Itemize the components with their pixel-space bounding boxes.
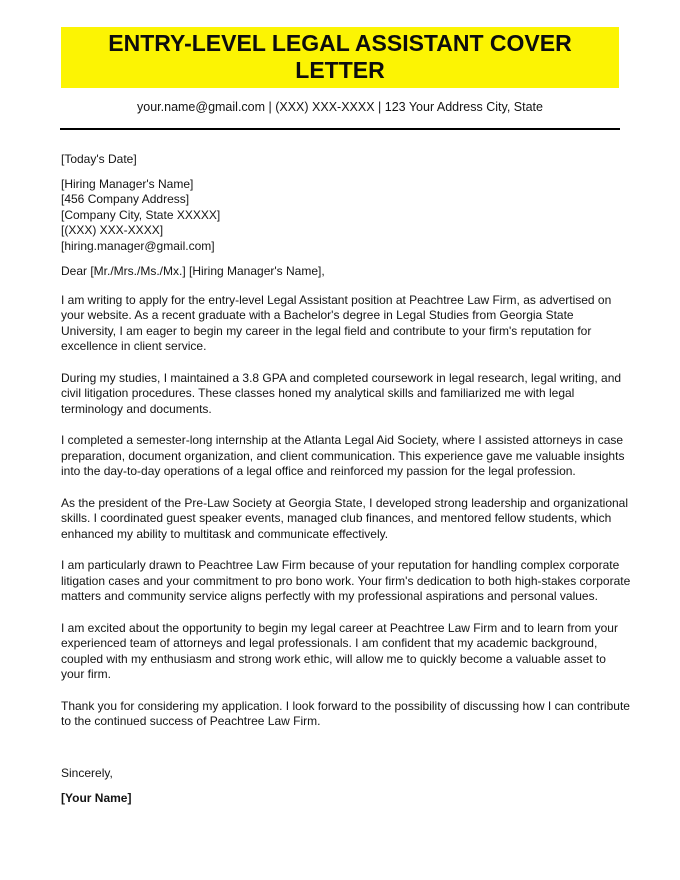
contact-info: your.name@gmail.com | (XXX) XXX-XXXX | 123 Your Address City, State <box>137 100 543 114</box>
paragraph-line: I am excited about the opportunity to begin my legal career at Peachtree Law Firm and to learn from your <box>61 620 618 635</box>
paragraph-line: Thank you for considering my application. I look forward to the possibility of discussing how I can contribute <box>61 698 630 713</box>
paragraph-line: civil litigation procedures. These classes honed my analytical skills and familiarized me with legal <box>61 386 575 400</box>
date-line: [Today's Date] <box>61 152 137 166</box>
paragraph-line: matters and community service aligns perfectly with my professional aspirations and personal values. <box>61 589 598 603</box>
body-paragraph <box>61 698 630 730</box>
paragraph-line: coupled with my enthusiasm and strong work ethic, will allow me to quickly become a valuable asset to <box>61 651 606 666</box>
body-paragraph <box>61 370 622 418</box>
paragraph-line: litigation cases and your commitment to pro bono work. Your firm's dedication to both high-stakes corporate <box>61 573 631 588</box>
paragraph-line: into the day-to-day operations of a legal office and reinforced my passion for the legal profession. <box>61 464 576 478</box>
signature-name: [Your Name] <box>61 791 132 805</box>
salutation: Dear [Mr./Mrs./Ms./Mx.] [Hiring Manager's Name], <box>61 264 325 278</box>
recipient-line: [(XXX) XXX-XXXX] <box>61 223 164 237</box>
valediction: Sincerely, <box>61 765 113 780</box>
paragraph-line: your firm. <box>61 667 112 681</box>
paragraph-line: During my studies, I maintained a 3.8 GPA and completed coursework in legal research, legal writing, and <box>61 370 622 385</box>
paragraph-line: University, I am eager to begin my career in the legal field and contribute to your firm's reputation for <box>61 323 592 338</box>
paragraph-line: excellence in client service. <box>61 339 207 353</box>
letter-body <box>61 152 631 807</box>
paragraph-line: I completed a semester-long internship at the Atlanta Legal Aid Society, where I assisted attorneys in case <box>61 433 624 447</box>
paragraph-line: I am writing to apply for the entry-level Legal Assistant position at Peachtree Law Firm, as advertised on <box>61 292 612 307</box>
recipient-line: [456 Company Address] <box>61 192 190 206</box>
title-highlight: ENTRY-LEVEL LEGAL ASSISTANT COVER LETTER <box>61 27 619 88</box>
page-title <box>61 27 619 88</box>
recipient-block <box>61 177 619 255</box>
recipient-line: [Hiring Manager's Name] <box>61 176 194 191</box>
body-paragraph <box>61 621 619 683</box>
recipient-line: [Company City, State XXXXX] <box>61 207 221 222</box>
paragraph-line: experienced team of attorneys and legal professionals. I am confident that my academic background, <box>61 636 598 650</box>
document-header <box>61 27 619 130</box>
paragraph-line: terminology and documents. <box>61 401 212 416</box>
paragraph-line: As the president of the Pre-Law Society at Georgia State, I developed strong leadership and organizational <box>61 495 629 510</box>
paragraph-line: your website. As a recent graduate with a Bachelor's degree in Legal Studies from Georgia State <box>61 308 574 322</box>
body-paragraph <box>61 495 629 543</box>
recipient-line: [hiring.manager@gmail.com] <box>61 238 215 253</box>
header-divider <box>60 128 620 130</box>
paragraph-line: skills. I coordinated guest speaker events, managed club finances, and mentored fellow students, which <box>61 511 612 525</box>
body-paragraph <box>61 558 631 605</box>
body-paragraph <box>61 433 625 480</box>
paragraph-line: preparation, document organization, and client communication. This experience gave me valuable insights <box>61 448 625 463</box>
paragraph-line: I am particularly drawn to Peachtree Law Firm because of your reputation for handling complex corporate <box>61 558 620 572</box>
paragraph-line: to the continued success of Peachtree Law Firm. <box>61 714 321 728</box>
paragraph-line: enhanced my ability to multitask and communicate effectively. <box>61 526 389 541</box>
body-paragraph <box>61 293 619 355</box>
